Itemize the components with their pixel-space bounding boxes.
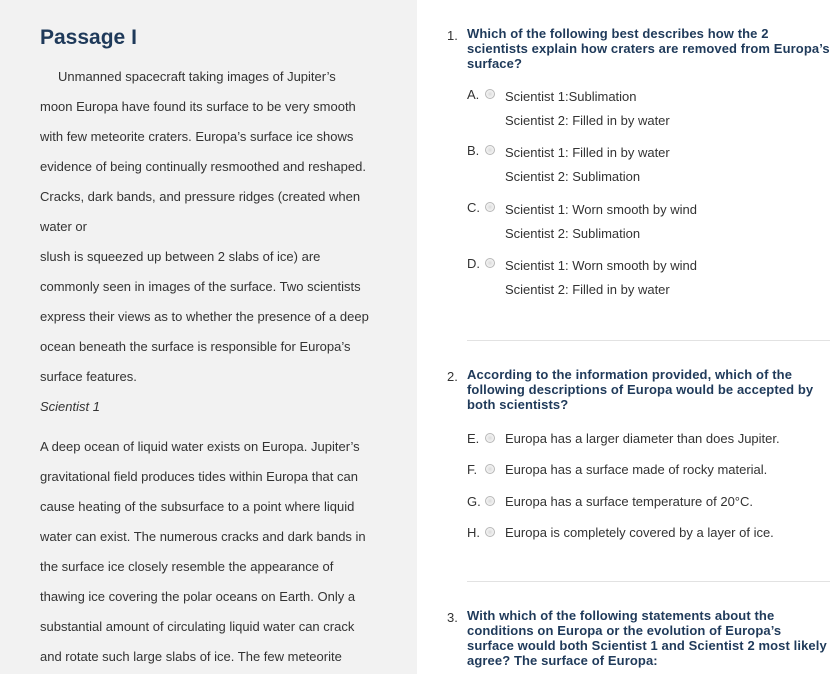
option-letter: H.	[467, 525, 480, 540]
answer-option-e[interactable]	[467, 429, 830, 449]
answer-options	[447, 429, 830, 543]
passage-line: and rotate such large slabs of ice. The few meteorite	[40, 649, 342, 664]
option-letter: E.	[467, 431, 480, 446]
option-text: Scientist 1: Worn smooth by wind	[505, 258, 697, 273]
radio-button[interactable]	[485, 145, 495, 155]
passage-line: the surface ice closely resemble the appearance of	[40, 559, 334, 574]
option-text: Scientist 1: Worn smooth by wind	[505, 202, 697, 217]
answer-option-d[interactable]	[467, 254, 830, 302]
option-letter: A.	[467, 87, 480, 102]
option-letter: D.	[467, 256, 480, 271]
option-text: Scientist 1: Filled in by water	[505, 145, 670, 160]
radio-button[interactable]	[485, 433, 495, 443]
question-1	[447, 26, 830, 302]
radio-button[interactable]	[485, 89, 495, 99]
question-2	[447, 367, 830, 543]
passage-line: A deep ocean of liquid water exists on Europa. Jupiter’s	[40, 439, 360, 454]
radio-button[interactable]	[485, 496, 495, 506]
passage-line: slush is squeezed up between 2 slabs of ice) are	[40, 249, 321, 264]
passage-line: Cracks, dark bands, and pressure ridges (created when	[40, 189, 361, 204]
question-divider	[467, 581, 830, 582]
question-divider	[467, 340, 830, 341]
question-number: 3.	[447, 610, 458, 625]
answer-option-c[interactable]	[467, 198, 830, 246]
radio-button[interactable]	[485, 258, 495, 268]
radio-button[interactable]	[485, 202, 495, 212]
question-number: 2.	[447, 369, 458, 384]
passage-body	[40, 62, 390, 672]
radio-button[interactable]	[485, 464, 495, 474]
paragraph-gap	[40, 422, 390, 432]
passage-line: water or	[40, 219, 87, 234]
option-text: Europa has a larger diameter than does Jupiter.	[505, 431, 780, 446]
passage-line: commonly seen in images of the surface. Two scientists	[40, 279, 361, 294]
passage-line: thawing ice covering the polar oceans on Earth. Only a	[40, 589, 356, 604]
question-number: 1.	[447, 28, 458, 43]
question-text: With which of the following statements about the conditions on Europa or the evolution of Europa’s surface would both Scientist 1 and Scientist 2 most likely agree? The surface of Europa:	[467, 608, 827, 668]
passage-line: moon Europa have found its surface to be very smooth	[40, 99, 356, 114]
answer-option-g[interactable]	[467, 492, 830, 512]
option-letter: B.	[467, 143, 480, 158]
option-text: Scientist 2: Filled in by water	[505, 282, 670, 297]
passage-line: ocean beneath the surface is responsible for Europa’s	[40, 339, 351, 354]
answer-option-b[interactable]	[467, 141, 830, 189]
option-text: Europa has a surface made of rocky material.	[505, 462, 768, 477]
passage-line: gravitational field produces tides within Europa that can	[40, 469, 358, 484]
option-text: Europa is completely covered by a layer of ice.	[505, 525, 774, 540]
passage-line: express their views as to whether the presence of a deep	[40, 309, 369, 324]
answer-option-a[interactable]	[467, 85, 830, 133]
passage-line: with few meteorite craters. Europa’s surface ice shows	[40, 129, 354, 144]
passage-line: surface features.	[40, 369, 137, 384]
passage-line: Unmanned spacecraft taking images of Jupiter’s	[58, 69, 336, 84]
answer-option-h[interactable]	[467, 523, 830, 543]
answer-option-f[interactable]	[467, 460, 830, 480]
passage-line: evidence of being continually resmoothed and reshaped.	[40, 159, 366, 174]
passage-line: substantial amount of circulating liquid water can crack	[40, 619, 355, 634]
option-letter: F.	[467, 462, 478, 477]
scientist1-heading: Scientist 1	[40, 399, 100, 414]
passage-line: cause heating of the subsurface to a point where liquid	[40, 499, 355, 514]
radio-button[interactable]	[485, 527, 495, 537]
option-letter: C.	[467, 200, 480, 215]
passage-line: water can exist. The numerous cracks and dark bands in	[40, 529, 366, 544]
option-text: Europa has a surface temperature of 20°C.	[505, 494, 754, 509]
question-3	[447, 608, 830, 668]
option-text: Scientist 1:Sublimation	[505, 89, 637, 104]
option-text: Scientist 2: Sublimation	[505, 226, 641, 241]
answer-options	[447, 85, 830, 302]
question-text: Which of the following best describes how the 2 scientists explain how craters are removed from Europa’s surface?	[467, 26, 830, 71]
questions-panel[interactable]	[417, 0, 832, 674]
passage-title: Passage I	[40, 26, 137, 49]
option-text: Scientist 2: Sublimation	[505, 169, 641, 184]
option-text: Scientist 2: Filled in by water	[505, 113, 670, 128]
question-text: According to the information provided, which of the following descriptions of Europa would be accepted by both scientists?	[467, 367, 814, 412]
option-letter: G.	[467, 494, 481, 509]
